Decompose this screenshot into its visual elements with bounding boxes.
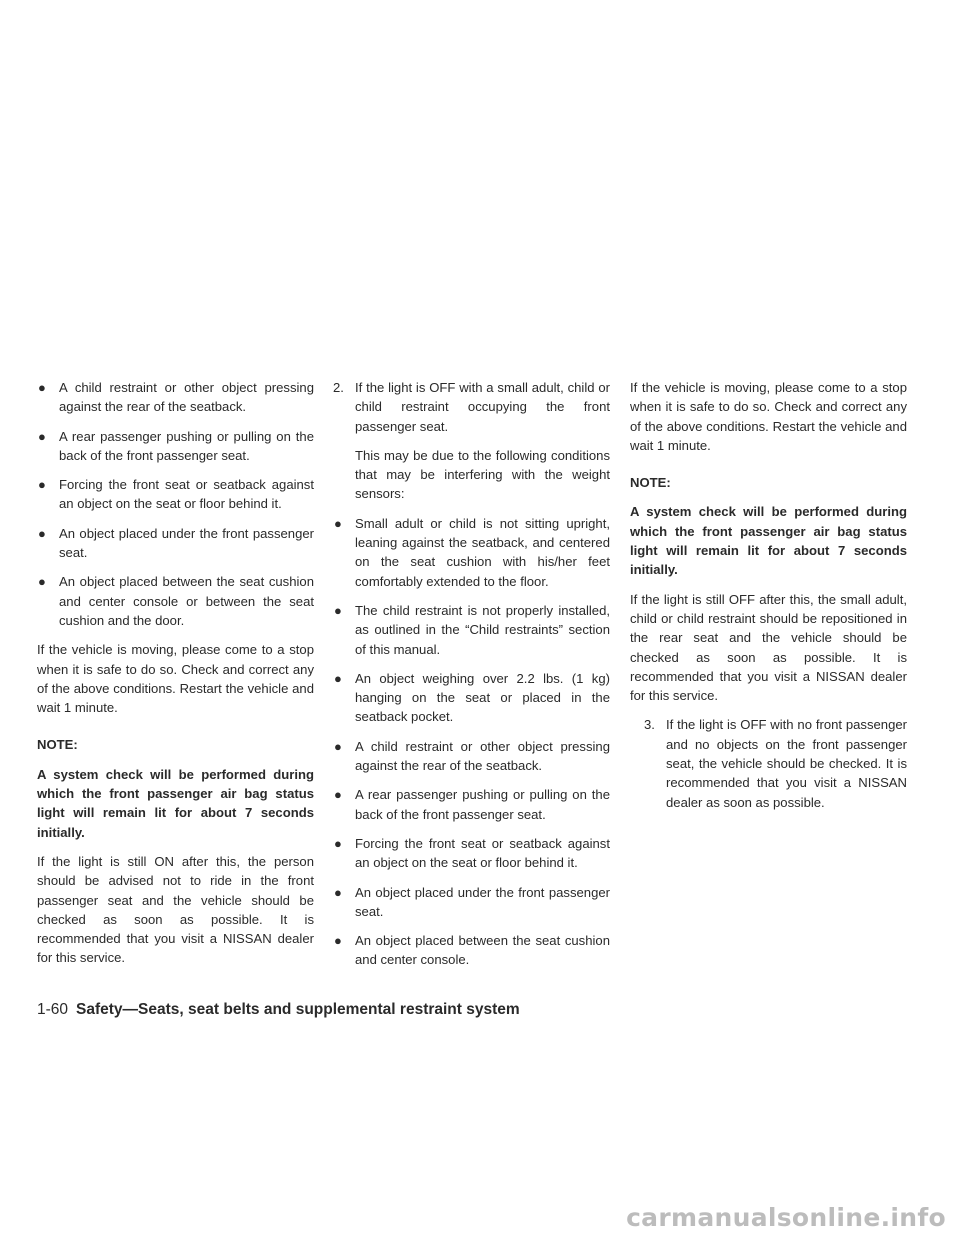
note-body: A system check will be performed during which the front passenger air bag status light will remain lit for about 7 seconds initially. [630, 504, 907, 578]
item-number: 2. [333, 380, 344, 395]
bullet-icon: ● [38, 428, 46, 444]
paragraph-moving: If the vehicle is moving, please come to a stop when it is safe to do so. Check and correct any of the above conditions. Restart the vehicle and wait 1 minute. [630, 380, 907, 453]
bullet-icon: ● [334, 515, 342, 531]
bullet-icon: ● [38, 477, 46, 493]
paragraph-moving: If the vehicle is moving, please come to a stop when it is safe to do so. Check and correct any of the above conditions. Restart the vehicle and wait 1 minute. [37, 642, 314, 716]
section-title: Safety—Seats, seat belts and supplemental restraint system [76, 1001, 520, 1018]
watermark: carmanualsonline.info [626, 1203, 946, 1232]
page-footer [37, 1000, 937, 1020]
paragraph-conditions: This may be due to the following conditions that may be interfering with the weight sensors: [355, 447, 610, 502]
numbered-item-2: 2. If the light is OFF with a small adult, child or child restraint occupying the front passenger seat. [333, 380, 610, 434]
note-body: A system check will be performed during which the front passenger air bag status light will remain lit for about 7 seconds initially. [37, 766, 314, 840]
list-item: ● An object placed under the front passenger seat. [334, 884, 610, 919]
list-item: ● A child restraint or other object pressing against the rear of the seatback. [38, 380, 314, 415]
paragraph-light-on: If the light is still ON after this, the person should be advised not to ride in the front passenger seat and the vehicle should be checked as soon as possible. It is recommended that you visit a NISSAN dealer for this service. [37, 853, 314, 966]
list-item: ● Forcing the front seat or seatback against an object on the seat or floor behind it. [38, 477, 314, 512]
bullet-icon: ● [38, 574, 46, 590]
list-item: ● An object weighing over 2.2 lbs. (1 kg) hanging on the seat or placed in the seatback pocket. [334, 670, 610, 725]
bullet-icon: ● [38, 380, 46, 395]
bullet-icon: ● [334, 787, 342, 803]
bullet-icon: ● [334, 884, 342, 900]
list-item: ● A rear passenger pushing or pulling on the back of the front passenger seat. [334, 787, 610, 822]
bullet-icon: ● [334, 602, 342, 618]
note-heading: NOTE: [630, 475, 671, 491]
paragraph-light-off: If the light is still OFF after this, the small adult, child or child restraint should be repositioned in the rear seat and the vehicle should be checked as soon as possible. It is recommended that you visit a NISSAN dealer for this service. [630, 591, 907, 704]
list-item: ● Small adult or child is not sitting upright, leaning against the seatback, and centered on the seat cushion with his/her feet comfortably extended to the floor. [334, 515, 610, 589]
bullet-icon: ● [334, 670, 342, 686]
list-item: ● An object placed between the seat cushion and center console. [334, 933, 610, 968]
list-item: ● Forcing the front seat or seatback against an object on the seat or floor behind it. [334, 835, 610, 871]
list-item: ● A rear passenger pushing or pulling on the back of the front passenger seat. [38, 428, 314, 463]
column-2 [333, 378, 610, 980]
item-number: 3. [644, 717, 655, 733]
column-3 [630, 378, 907, 822]
list-item: ● A child restraint or other object pressing against the rear of the seatback. [334, 738, 610, 774]
column-1 [37, 378, 314, 978]
bullet-icon: ● [334, 835, 342, 851]
bullet-icon: ● [38, 525, 46, 541]
note-heading: NOTE: [37, 737, 78, 753]
numbered-item-3: 3. If the light is OFF with no front passenger and no objects on the front passenger seat, the vehicle should be checked. It is recommended that you visit a NISSAN dealer as soon as possible. [644, 717, 907, 810]
bullet-icon: ● [334, 933, 342, 949]
list-item: ● An object placed between the seat cushion and center console or between the seat cushion and the door. [38, 574, 314, 628]
bullet-icon: ● [334, 738, 342, 754]
page-number: 1-60 [37, 1001, 69, 1018]
list-item: ● An object placed under the front passenger seat. [38, 525, 314, 561]
list-item: ● The child restraint is not properly installed, as outlined in the “Child restraints” section of this manual. [334, 602, 610, 657]
